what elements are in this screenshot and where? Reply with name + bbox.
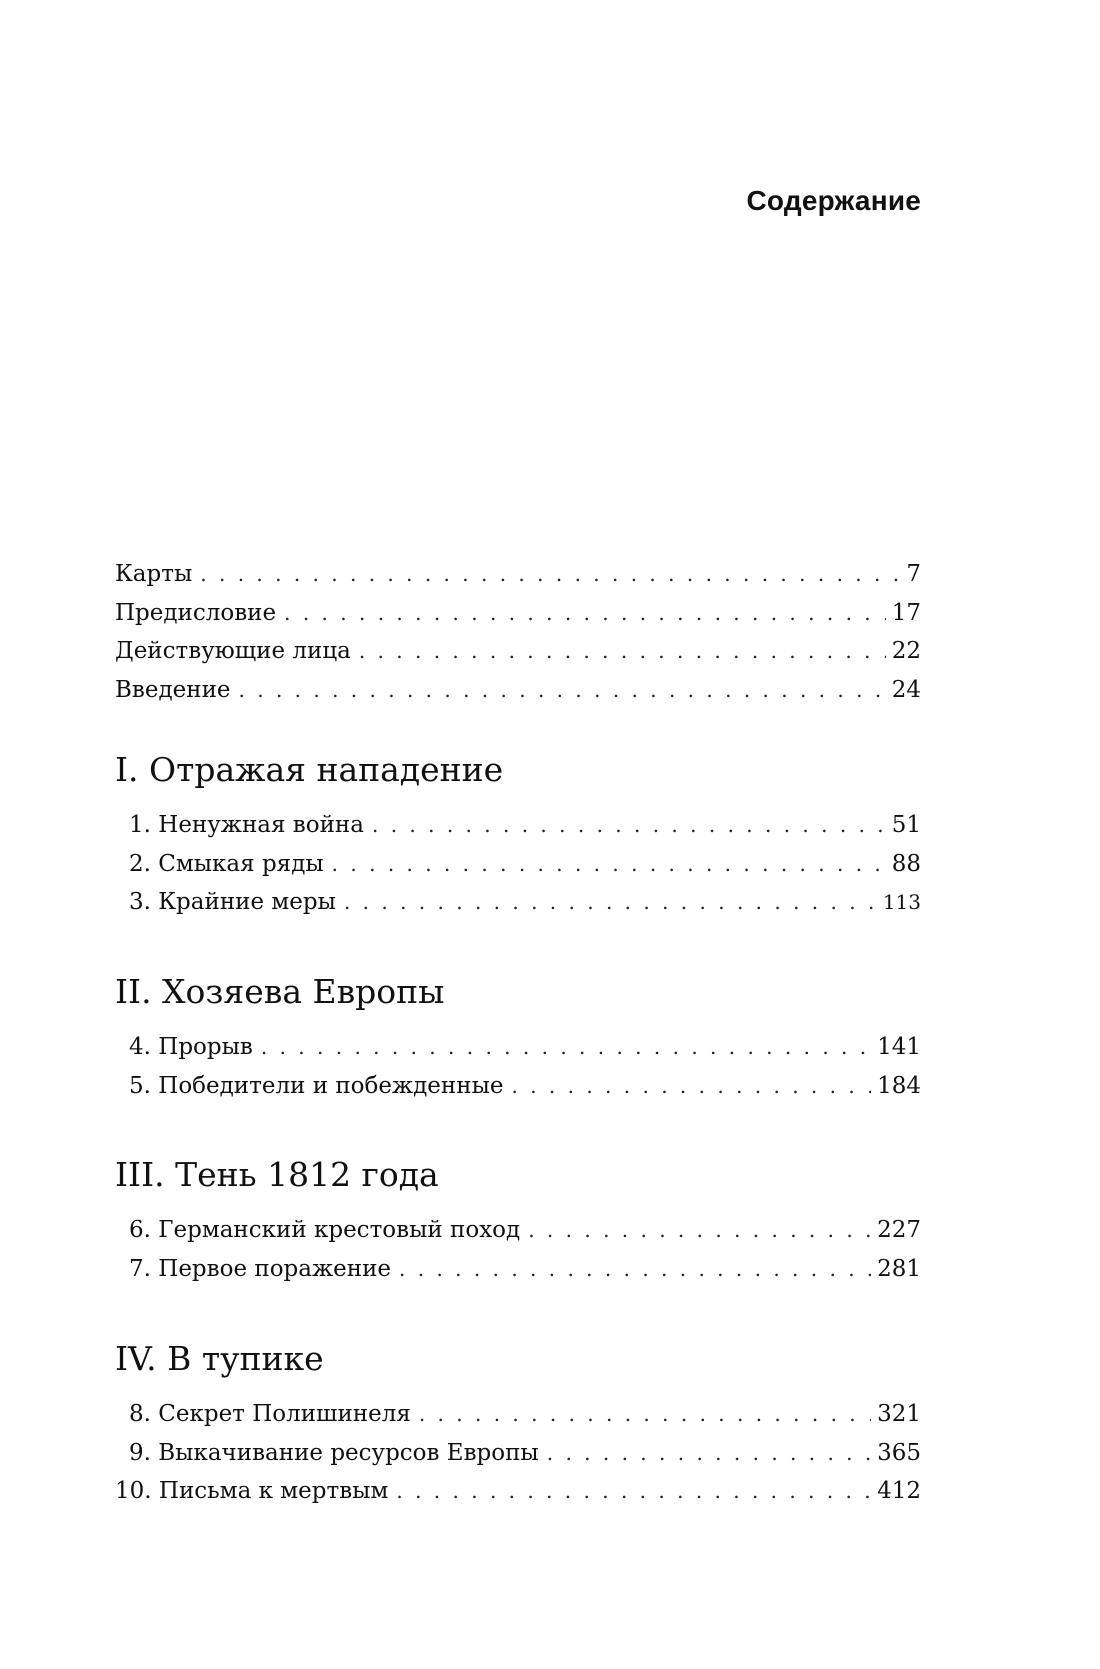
dot-leader: [284, 594, 886, 632]
toc-entry-label: 1. Ненужная война: [129, 812, 364, 838]
page-title: Содержание: [746, 185, 921, 216]
toc-entry-label: 9. Выкачивание ресурсов Европы: [129, 1439, 539, 1466]
toc-entry-label: 10. Письма к мертвым: [115, 1478, 389, 1504]
part-2: [115, 970, 921, 1105]
toc-entry-page: 17: [891, 599, 921, 626]
toc-entry-page: 365: [877, 1439, 921, 1466]
toc-entry-page: 281: [877, 1255, 921, 1282]
toc-entry-page: 141: [877, 1034, 921, 1060]
part-title: I. Отражая нападение: [115, 750, 504, 789]
front-matter-list: [115, 555, 921, 709]
dot-leader: [332, 845, 886, 883]
toc-entry-label: 8. Секрет Полишинеля: [129, 1401, 411, 1427]
toc-entry-chapter-9[interactable]: [115, 1434, 921, 1473]
dot-leader: [372, 806, 886, 844]
dot-leader: [261, 1028, 871, 1066]
dot-leader: [419, 1395, 871, 1433]
toc-entry-page: 227: [877, 1217, 921, 1243]
toc-entry-label: 4. Прорыв: [129, 1034, 253, 1060]
toc-entry-page: 7: [906, 561, 921, 587]
part-title: III. Тень 1812 года: [115, 1155, 439, 1194]
toc-entry-page: 184: [877, 1072, 921, 1099]
toc-entry-chapter-5[interactable]: [129, 1067, 921, 1106]
toc-entry-chapter-2[interactable]: [129, 845, 921, 884]
dot-leader: [511, 1067, 871, 1105]
dot-leader: [359, 632, 886, 670]
toc-entry-label: Предисловие: [115, 599, 277, 626]
toc-entry-label: 2. Смыкая ряды: [129, 850, 324, 877]
part-4: [115, 1337, 921, 1511]
dot-leader: [528, 1211, 871, 1249]
part-title: IV. В тупике: [115, 1339, 324, 1378]
toc-entry-page: 88: [891, 850, 921, 877]
part-1: [115, 748, 921, 922]
part-title: II. Хозяева Европы: [115, 972, 445, 1011]
toc-entry-label: Введение: [115, 676, 231, 703]
toc-entry-label: Действующие лица: [115, 638, 351, 664]
toc-entry-page: 113: [882, 890, 921, 914]
toc-entry-label: Карты: [115, 561, 193, 587]
toc-entry-preface[interactable]: [115, 594, 921, 633]
toc-entry-chapter-10[interactable]: [115, 1472, 921, 1511]
part-3: [115, 1153, 921, 1288]
toc-entry-chapter-6[interactable]: [129, 1211, 921, 1250]
toc-entry-maps[interactable]: [115, 555, 921, 594]
dot-leader: [396, 1472, 871, 1510]
toc-entry-chapter-8[interactable]: [115, 1395, 921, 1434]
toc-entry-chapter-3[interactable]: [129, 883, 921, 922]
toc-entry-chapter-1[interactable]: [129, 806, 921, 845]
toc-entry-label: 6. Германский крестовый поход: [129, 1217, 521, 1243]
dot-leader: [239, 671, 886, 709]
toc-entry-chapter-7[interactable]: [129, 1250, 921, 1289]
toc-entry-page: 51: [891, 812, 921, 838]
dot-leader: [344, 883, 877, 921]
dot-leader: [547, 1434, 871, 1472]
toc-entry-label: 3. Крайние меры: [129, 889, 336, 915]
toc-entry-label: 5. Победители и побежденные: [129, 1072, 504, 1099]
toc-entry-page: 412: [877, 1478, 921, 1504]
dot-leader: [200, 555, 900, 593]
toc-entry-chapter-4[interactable]: [129, 1028, 921, 1067]
toc-entry-page: 321: [877, 1401, 921, 1427]
dot-leader: [399, 1250, 871, 1288]
toc-entry-page: 22: [891, 638, 921, 664]
toc-entry-label: 7. Первое поражение: [129, 1255, 392, 1282]
toc-entry-page: 24: [891, 676, 921, 703]
toc-entry-introduction[interactable]: [115, 671, 921, 710]
toc-entry-characters[interactable]: [115, 632, 921, 671]
